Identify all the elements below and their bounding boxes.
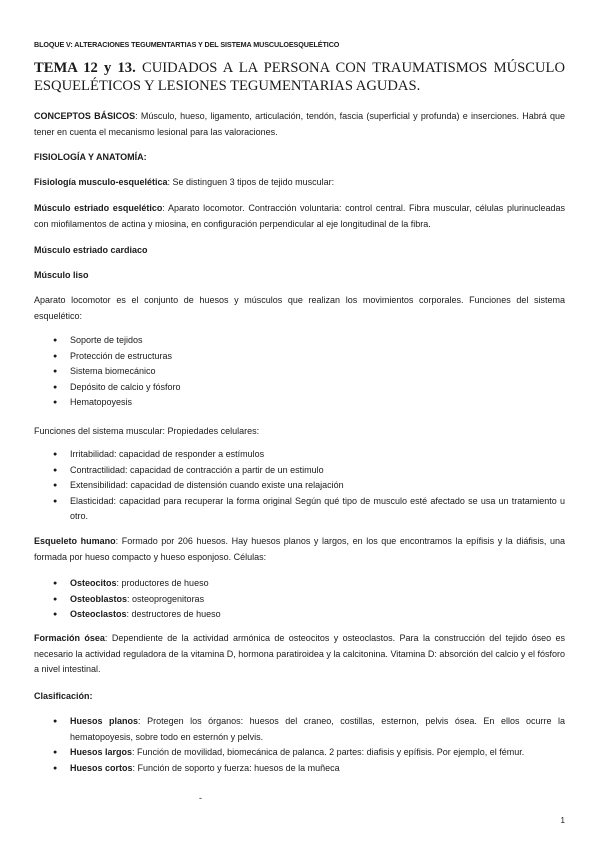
formacion-label: Formación ósea <box>34 633 105 643</box>
list-item: ● Protección de estructuras <box>34 349 565 365</box>
list-item <box>34 761 565 777</box>
fisiologia-heading-text: FISIOLOGÍA Y ANATOMÍA: <box>34 152 147 162</box>
formacion-paragraph <box>34 631 565 678</box>
liso-heading <box>34 268 565 284</box>
list-item: ● Hematopoyesis <box>34 395 565 411</box>
title-prefix: TEMA 12 y 13. <box>34 60 136 76</box>
musculo-estriado-label: Músculo estriado esquelético <box>34 203 163 213</box>
musculo-estriado-paragraph <box>34 201 565 232</box>
title-text: CUIDADOS A LA PERSONA CON TRAUMATISMOS MÚSCULO ESQUELÉTICOS Y LESIONES TEGUMENTARIAS AGUDAS. <box>34 60 565 94</box>
conceptos-text: : Músculo, hueso, ligamento, articulación, tendón, fascia (superficial y profunda) e inserciones. Habrá que tener en cuenta el mecanismo lesional para las valoraciones. <box>34 111 565 137</box>
fisiologia-musculo-text: : Se distinguen 3 tipos de tejido muscular: <box>167 177 335 187</box>
clasificacion-label: Huesos cortos <box>70 762 133 773</box>
clasificacion-text: : Protegen los órganos: huesos del craneo, costillas, esternon, pelvis ósea. En ellos ocurre la hematopoyesis, sobre todo en esternón y pelvis. <box>70 716 566 742</box>
aparato-locomotor-paragraph: Aparato locomotor es el conjunto de huesos y músculos que realizan los movimientos corporales. Funciones del sistema esquelético: <box>34 295 565 321</box>
celula-text: : destructores de hueso <box>126 609 221 619</box>
clasificacion-label: Huesos planos <box>70 716 139 726</box>
cardiaco-heading <box>34 243 565 259</box>
conceptos-label: CONCEPTOS BÁSICOS <box>34 111 136 121</box>
conceptos-paragraph <box>34 109 565 140</box>
fisiologia-heading <box>34 150 565 166</box>
list-item: ● Contractilidad: capacidad de contracción a partir de un estimulo <box>34 463 565 479</box>
page-header: BLOQUE V: ALTERACIONES TEGUMENTARTIAS Y DEL SISTEMA MUSCULOESQUELÉTICO <box>34 40 340 49</box>
celula-label: Osteoblastos <box>70 593 128 604</box>
cardiaco-heading-text: Músculo estriado cardiaco <box>34 245 148 255</box>
fisiologia-musculo-paragraph <box>34 175 565 191</box>
fisiologia-musculo-label: Fisiología musculo-esquelética <box>34 177 168 187</box>
list-item: ● Soporte de tejidos <box>34 333 565 349</box>
clasificacion-text: : Función de movilidad, biomecánica de palanca. 2 partes: diafisis y epífisis. Por ejemplo, el fémur. <box>132 747 525 757</box>
formacion-text: : Dependiente de la actividad armónica de osteocitos y osteoclastos. Para la construcción del tejido óseo es necesario la actividad reguladora de la vitamina D, hormona paratiroidea y la calcitonina. Vitamina D: absorción del calcio y el fósforo a nivel intestinal. <box>34 633 565 674</box>
page-number: 1 <box>560 816 565 825</box>
stray-dash: - <box>199 793 202 803</box>
celula-text: : osteoprogenitoras <box>127 593 205 604</box>
list-item: ● Elasticidad: capacidad para recuperar la forma original Según qué tipo de musculo esté afectado se usa un tratamiento u otro. <box>34 494 565 525</box>
funciones-muscular-intro: Funciones del sistema muscular: Propiedades celulares: <box>34 426 260 436</box>
list-item <box>34 607 565 623</box>
clasificacion-heading <box>34 689 565 705</box>
list-item <box>34 745 565 761</box>
celula-label: Osteoclastos <box>70 609 127 619</box>
list-item: ● Depósito de calcio y fósforo <box>34 380 565 396</box>
propiedades-list <box>34 447 565 525</box>
clasificacion-label: Huesos largos <box>70 747 133 757</box>
list-item <box>34 576 565 592</box>
esqueleto-paragraph <box>34 534 565 565</box>
list-item: ● Extensibilidad: capacidad de distensión cuando existe una relajación <box>34 478 565 494</box>
clasificacion-text: : Función de soporto y fuerza: huesos de la muñeca <box>132 762 340 773</box>
funciones-esqueleto-list <box>34 333 565 411</box>
clasificacion-heading-text: Clasificación: <box>34 691 93 701</box>
list-item <box>34 714 565 745</box>
celula-label: Osteocitos <box>70 578 117 588</box>
musculo-estriado-text: : Aparato locomotor. Contracción voluntaria: control central. Fibra muscular, células plurinucleadas con miofilamentos de actina y miosina, en configuración perpendicular al eje longitudinal de la fibra. <box>34 203 565 229</box>
clasificacion-list <box>34 714 565 776</box>
document-page <box>34 0 565 848</box>
esqueleto-label: Esqueleto humano <box>34 536 116 546</box>
liso-heading-text: Músculo liso <box>34 270 89 280</box>
list-item: ● Sistema biomecánico <box>34 364 565 380</box>
list-item: ● Irritabilidad: capacidad de responder a estímulos <box>34 447 565 463</box>
celulas-list <box>34 576 565 623</box>
celula-text: : productores de hueso <box>116 578 209 588</box>
page-title <box>34 59 565 95</box>
list-item <box>34 592 565 608</box>
esqueleto-text: : Formado por 206 huesos. Hay huesos planos y largos, en los que encontramos la epífisis y la diáfisis, una formada por hueso compacto y hueso esponjoso. Células: <box>34 536 565 562</box>
